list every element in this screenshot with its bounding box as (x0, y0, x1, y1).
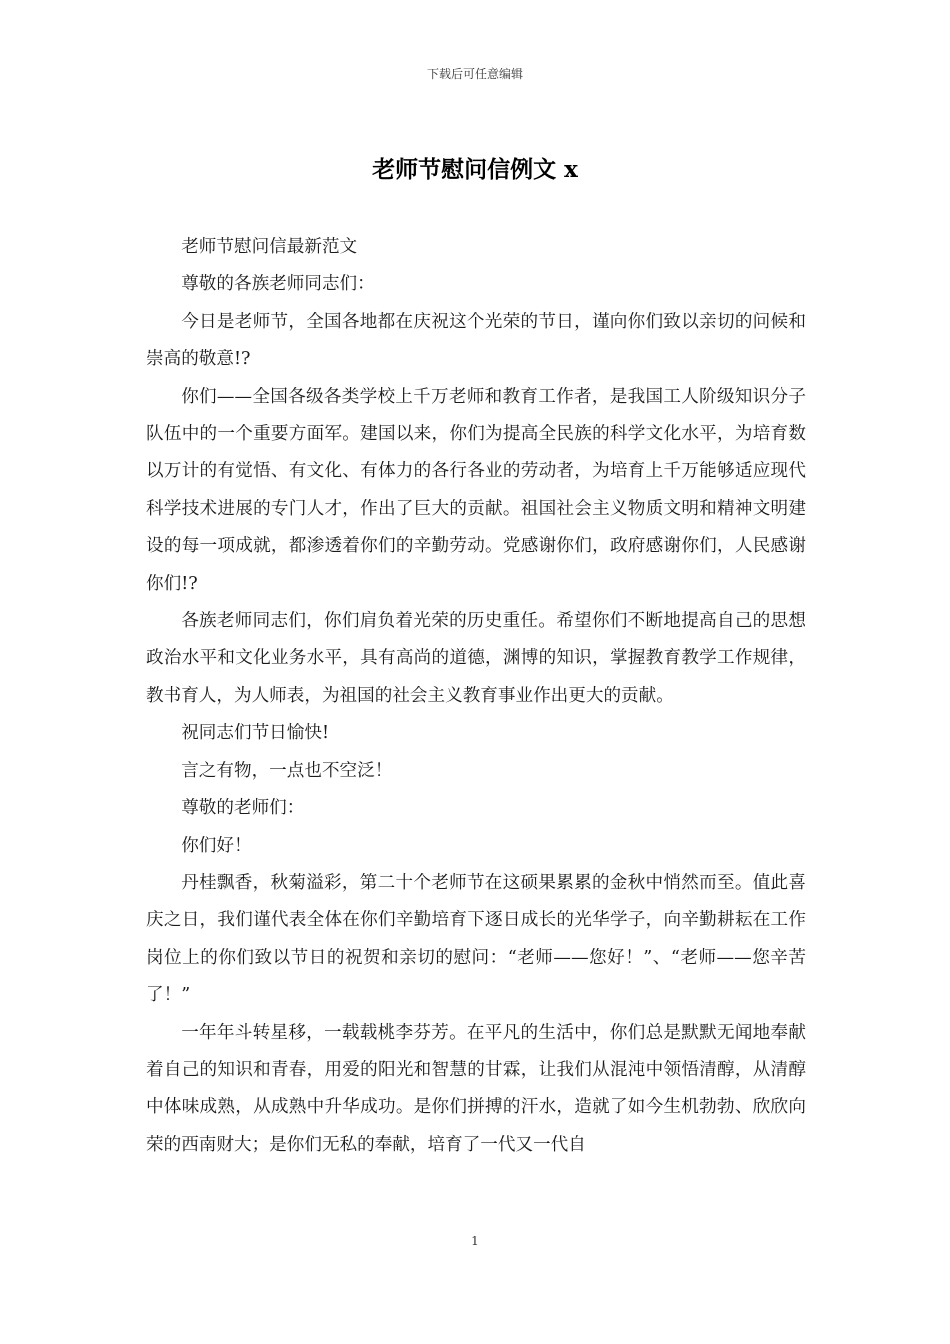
paragraph-salutation: 尊敬的各族老师同志们： (181, 274, 375, 295)
paragraph-subtitle: 老师节慰问信最新范文 (181, 237, 358, 257)
paragraph-body: 你们——全国各级各类学校上千万老师和教育工作者，是我国工人阶级知识分子队伍中的一个重要方面军。建国以来，你们为提高全民族的科学文化水平，为培育数以万计的有觉悟、有文化、有体力的各行各业的劳动者，为培育上千万能够适应现代科学技术进展的专门人才，作出了巨大的贡献。祖国社会主义物质文明和精神文明建设的每一项成就，都渗透着你们的辛勤劳动。党感谢你们，政府感谢你们，人民感谢你们!? (146, 386, 806, 594)
paragraph-greeting: 今日是老师节，全国各地都在庆祝这个光荣的节日，谨向你们致以亲切的问候和崇高的敬意!? (146, 311, 806, 370)
paragraph-body: 各族老师同志们，你们肩负着光荣的历史重任。希望你们不断地提高自己的思想政治水平和文化业务水平，具有高尚的道德，渊博的知识，掌握教育教学工作规律，教书育人，为人师表，为祖国的社会主义教育事业作出更大的贡献。 (146, 611, 806, 706)
paragraph-body: 一年年斗转星移，一载载桃李芬芳。在平凡的生活中，你们总是默默无闻地奉献着自己的知识和青春，用爱的阳光和智慧的甘霖，让我们从混沌中领悟清醇，从清醇中体味成熟，从成熟中升华成功。是你们拼搏的汗水，造就了如今生机勃勃、欣欣向荣的西南财大；是你们无私的奉献，培育了一代又一代自 (146, 1022, 806, 1155)
paragraph-closing: 祝同志们节日愉快! (181, 723, 330, 744)
paragraph-salutation: 尊敬的老师们： (181, 798, 305, 819)
paragraph-greeting: 你们好！ (181, 835, 252, 856)
paragraph-body: 丹桂飘香，秋菊溢彩，第二十个老师节在这硕果累累的金秋中悄然而至。值此喜庆之日，我们谨代表全体在你们辛勤培育下逐日成长的光华学子，向辛勤耕耘在工作岗位上的你们致以节日的祝贺和亲切的慰问：“老师——您好！”、“老师——您辛苦了！” (146, 872, 806, 1006)
document-title: 老师节慰问信例文 x (372, 156, 578, 183)
page-header-note: 下载后可任意编辑 (426, 67, 523, 81)
document-body (146, 229, 806, 1164)
page-number: 1 (471, 1234, 479, 1248)
paragraph-comment: 言之有物，一点也不空泛！ (181, 760, 393, 781)
